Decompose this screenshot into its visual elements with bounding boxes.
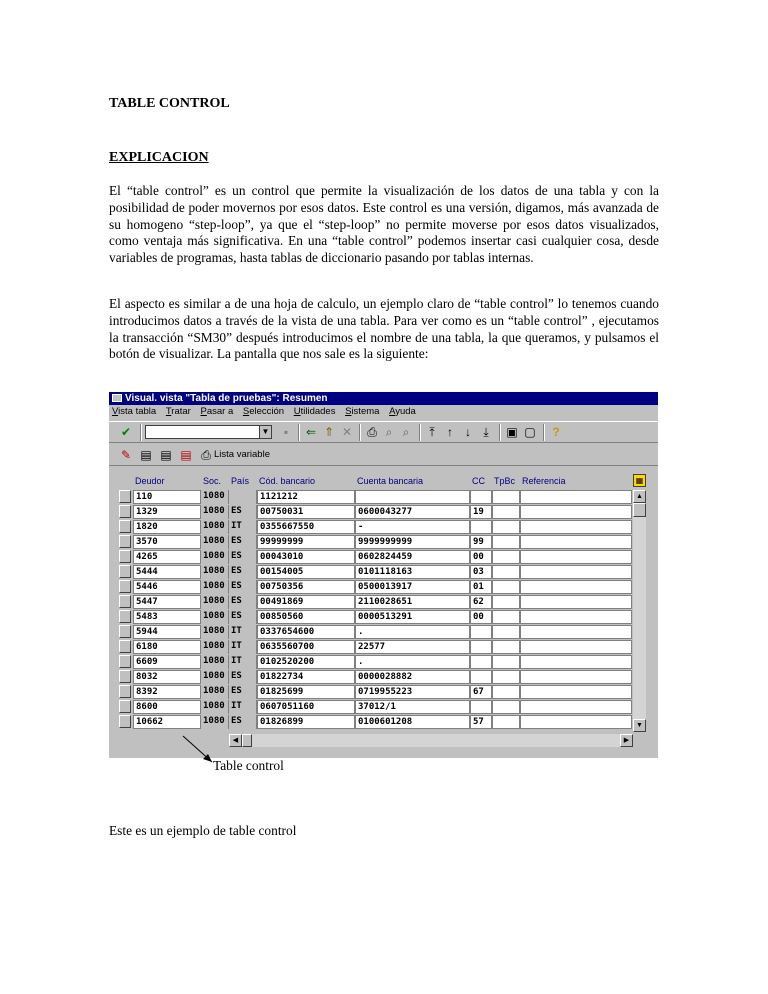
menu-ayuda[interactable]: Ayuda [389, 406, 416, 417]
row-select-box[interactable] [119, 610, 131, 623]
exit-icon[interactable]: ⇑ [323, 425, 335, 439]
cell-cc[interactable]: 01 [470, 580, 492, 594]
cell-referencia[interactable] [520, 565, 632, 579]
toolbar-separator [419, 424, 421, 441]
cell-deudor[interactable]: 5447 [133, 595, 201, 609]
cell-referencia[interactable] [520, 715, 632, 729]
cell-cuenta-bancaria[interactable]: 0600043277 [355, 505, 470, 519]
cell-cuenta-bancaria[interactable]: 0000513291 [355, 610, 470, 624]
cell-pais: IT [229, 520, 257, 534]
cell-cod-bancario[interactable]: 99999999 [257, 535, 355, 549]
paragraph-intro: El “table control” es un control que permite la visualización de los datos de una tabla y con la posibilidad de poder movernos por esos datos. Este control es una versión, digamos, más avanzada de su homogeno “step-loop”, ya que el “step-loop” no permite moverse por esos datos visualizados, como ventaja más significativa. En una “table control” podemos insertar casi cualquier cosa, desde variables de programas, hasta tablas de diccionario pasando por tablas internas. [109, 183, 659, 266]
row-select-box[interactable] [119, 685, 131, 698]
cell-referencia[interactable] [520, 685, 632, 699]
cell-deudor[interactable]: 5446 [133, 580, 201, 594]
toolbar-separator [359, 424, 361, 441]
cell-soc: 1080 [201, 550, 229, 564]
cell-soc: 1080 [201, 505, 229, 519]
row-select-box[interactable] [119, 595, 131, 608]
cell-cod-bancario[interactable]: 01822734 [257, 670, 355, 684]
toolbar-separator [499, 424, 501, 441]
cell-soc: 1080 [201, 655, 229, 669]
scroll-up-icon[interactable]: ▲ [633, 490, 646, 503]
chevron-down-icon[interactable]: ▼ [259, 425, 272, 439]
cell-referencia[interactable] [520, 610, 632, 624]
cell-pais: ES [229, 685, 257, 699]
standard-toolbar [109, 421, 658, 443]
cell-cc[interactable] [470, 640, 492, 654]
menu-sistema[interactable]: Sistema [345, 406, 380, 417]
row-select-box[interactable] [119, 655, 131, 668]
menu-vista-tabla[interactable]: Vista tabla [112, 406, 157, 417]
row-select-box[interactable] [119, 715, 131, 728]
column-header-soc[interactable]: Soc. [203, 476, 222, 486]
cell-tpbc[interactable] [492, 685, 520, 699]
cell-cuenta-bancaria[interactable]: 9999999999 [355, 535, 470, 549]
cell-pais: IT [229, 700, 257, 714]
cell-cc[interactable]: 67 [470, 685, 492, 699]
cell-tpbc[interactable] [492, 655, 520, 669]
cell-deudor[interactable]: 3570 [133, 535, 201, 549]
select-all-icon[interactable]: ▤ [140, 448, 152, 462]
cell-tpbc[interactable] [492, 580, 520, 594]
cell-pais: ES [229, 580, 257, 594]
menu-utilidades[interactable]: Utilidades [293, 406, 336, 417]
cell-tpbc[interactable] [492, 700, 520, 714]
cell-referencia[interactable] [520, 505, 632, 519]
toolbar-separator [298, 424, 300, 441]
cell-referencia[interactable] [520, 625, 632, 639]
cell-cuenta-bancaria[interactable]: 0719955223 [355, 685, 470, 699]
table-control [119, 474, 649, 747]
cell-soc: 1080 [201, 580, 229, 594]
column-header-cc[interactable]: CC [472, 476, 485, 486]
print-icon[interactable]: ⎙ [201, 448, 211, 462]
cell-cuenta-bancaria[interactable]: . [355, 655, 470, 669]
lista-variable-button[interactable]: Lista variable [214, 449, 270, 460]
cell-cuenta-bancaria[interactable] [355, 490, 470, 504]
cell-referencia[interactable] [520, 490, 632, 504]
cell-cod-bancario[interactable]: 00750356 [257, 580, 355, 594]
row-select-box[interactable] [119, 565, 131, 578]
next-page-icon[interactable]: ↓ [465, 425, 471, 439]
row-select-box[interactable] [119, 700, 131, 713]
sap-screenshot [109, 392, 658, 758]
cell-tpbc[interactable] [492, 490, 520, 504]
menu-seleccion[interactable]: Selección [242, 406, 285, 417]
cell-cuenta-bancaria[interactable]: 0602824459 [355, 550, 470, 564]
cell-tpbc[interactable] [492, 565, 520, 579]
deselect-all-icon[interactable]: ▤ [180, 448, 192, 462]
cell-pais: ES [229, 535, 257, 549]
cell-pais: IT [229, 640, 257, 654]
cell-referencia[interactable] [520, 535, 632, 549]
cell-pais: ES [229, 550, 257, 564]
row-select-box[interactable] [119, 550, 131, 563]
cell-soc: 1080 [201, 610, 229, 624]
column-header-pais[interactable]: País [231, 476, 250, 486]
cell-referencia[interactable] [520, 595, 632, 609]
cell-deudor[interactable]: 8392 [133, 685, 201, 699]
previous-page-icon[interactable]: ↑ [447, 425, 453, 439]
cell-deudor[interactable]: 6180 [133, 640, 201, 654]
column-header-referencia[interactable]: Referencia [522, 476, 566, 486]
document-title: TABLE CONTROL [109, 96, 230, 111]
cancel-icon[interactable]: ✕ [341, 425, 353, 439]
paragraph-aspect: El aspecto es similar a de una hoja de calculo, un ejemplo claro de “table control” lo tenemos cuando introducimos datos a través de la vista de una tabla. Para ver como es un “table control” , ejecutamos la transacción “SM30” después introducimos el nombre de una tabla, la que queramos, y pulsamos el botón de visualizar. La pantalla que nos sale es la siguiente: [109, 296, 659, 362]
command-field[interactable] [145, 425, 261, 439]
cell-soc: 1080 [201, 565, 229, 579]
cell-deudor[interactable]: 8032 [133, 670, 201, 684]
cell-pais: IT [229, 655, 257, 669]
cell-cod-bancario[interactable]: 0337654600 [257, 625, 355, 639]
menu-tratar[interactable]: Tratar [165, 406, 191, 417]
cell-cod-bancario[interactable]: 00750031 [257, 505, 355, 519]
cell-cuenta-bancaria[interactable]: - [355, 520, 470, 534]
save-icon[interactable]: ▪ [283, 425, 289, 439]
new-session-icon[interactable]: ▣ [506, 425, 518, 439]
row-select-box[interactable] [119, 535, 131, 548]
cell-tpbc[interactable] [492, 625, 520, 639]
cell-referencia[interactable] [520, 700, 632, 714]
cell-cc[interactable] [470, 520, 492, 534]
row-select-box[interactable] [119, 625, 131, 638]
window-icon [112, 394, 122, 402]
cell-soc: 1080 [201, 520, 229, 534]
cell-deudor[interactable]: 5444 [133, 565, 201, 579]
cell-deudor[interactable]: 110 [133, 490, 201, 504]
cell-deudor[interactable]: 5944 [133, 625, 201, 639]
cell-pais [229, 490, 257, 504]
cell-tpbc[interactable] [492, 550, 520, 564]
cell-cod-bancario[interactable]: 0635560700 [257, 640, 355, 654]
find-next-icon[interactable]: ⌕ [402, 425, 410, 439]
cell-soc: 1080 [201, 625, 229, 639]
first-page-icon[interactable]: ⤒ [429, 425, 435, 439]
cell-cc[interactable]: 03 [470, 565, 492, 579]
cell-deudor[interactable]: 5483 [133, 610, 201, 624]
column-header-deudor[interactable]: Deudor [135, 476, 165, 486]
horizontal-scrollbar[interactable] [229, 734, 633, 747]
cell-soc: 1080 [201, 490, 229, 504]
shortcut-icon[interactable]: ▢ [524, 425, 536, 439]
cell-cuenta-bancaria[interactable]: . [355, 625, 470, 639]
cell-pais: IT [229, 625, 257, 639]
cell-pais: ES [229, 715, 257, 729]
cell-cod-bancario[interactable]: 00850560 [257, 610, 355, 624]
table-control-callout: Table control [213, 758, 284, 773]
toolbar-separator [543, 424, 545, 441]
cell-cod-bancario[interactable]: 0355667550 [257, 520, 355, 534]
cell-soc: 1080 [201, 535, 229, 549]
toolbar-separator [140, 424, 142, 441]
horizontal-scroll-thumb[interactable] [242, 734, 252, 747]
cell-referencia[interactable] [520, 520, 632, 534]
scroll-thumb[interactable] [633, 503, 646, 517]
cell-referencia[interactable] [520, 670, 632, 684]
cell-cc[interactable] [470, 655, 492, 669]
check-icon[interactable]: ✔ [120, 425, 132, 439]
cell-cc[interactable] [470, 490, 492, 504]
scroll-left-icon[interactable]: ◀ [229, 734, 242, 747]
cell-cod-bancario[interactable]: 00154005 [257, 565, 355, 579]
cell-referencia[interactable] [520, 655, 632, 669]
find-icon[interactable]: ⌕ [385, 425, 393, 439]
cell-cc[interactable]: 99 [470, 535, 492, 549]
cell-referencia[interactable] [520, 580, 632, 594]
cell-cuenta-bancaria[interactable]: 37012/1 [355, 700, 470, 714]
cell-cuenta-bancaria[interactable]: 0100601208 [355, 715, 470, 729]
cell-soc: 1080 [201, 685, 229, 699]
column-header-tpbc[interactable]: TpBc [494, 476, 516, 486]
cell-cuenta-bancaria[interactable]: 22577 [355, 640, 470, 654]
menu-pasar-a[interactable]: Pasar a [200, 406, 234, 417]
cell-cod-bancario[interactable]: 0607051160 [257, 700, 355, 714]
cell-deudor[interactable]: 10662 [133, 715, 201, 729]
cell-pais: ES [229, 670, 257, 684]
cell-cod-bancario[interactable]: 0102520200 [257, 655, 355, 669]
cell-cc[interactable]: 62 [470, 595, 492, 609]
row-select-box[interactable] [119, 490, 131, 503]
table-settings-icon[interactable]: ▦ [633, 474, 646, 487]
cell-tpbc[interactable] [492, 595, 520, 609]
print-icon[interactable]: ⎙ [367, 425, 377, 439]
cell-cod-bancario[interactable]: 01826899 [257, 715, 355, 729]
cell-soc: 1080 [201, 640, 229, 654]
cell-cuenta-bancaria[interactable]: 0500013917 [355, 580, 470, 594]
cell-tpbc[interactable] [492, 640, 520, 654]
column-header-cod-bancario[interactable]: Cód. bancario [259, 476, 316, 486]
cell-deudor[interactable]: 8600 [133, 700, 201, 714]
row-select-box[interactable] [119, 520, 131, 533]
cell-tpbc[interactable] [492, 505, 520, 519]
row-select-box[interactable] [119, 670, 131, 683]
sap-window-title: Visual. vista "Tabla de pruebas": Resumen [125, 393, 328, 404]
cell-cod-bancario[interactable]: 1121212 [257, 490, 355, 504]
scroll-right-icon[interactable]: ▶ [620, 734, 633, 747]
cell-cc[interactable]: 00 [470, 610, 492, 624]
column-header-cuenta-bancaria[interactable]: Cuenta bancaria [357, 476, 424, 486]
section-heading: EXPLICACION [109, 150, 209, 165]
cell-soc: 1080 [201, 670, 229, 684]
vertical-scrollbar[interactable] [633, 490, 646, 732]
cell-soc: 1080 [201, 595, 229, 609]
cell-tpbc[interactable] [492, 715, 520, 729]
back-icon[interactable]: ⇐ [305, 425, 317, 439]
cell-cc[interactable] [470, 625, 492, 639]
cell-cc[interactable] [470, 670, 492, 684]
cell-deudor[interactable]: 1329 [133, 505, 201, 519]
help-icon[interactable]: ? [552, 425, 560, 439]
cell-cc[interactable]: 19 [470, 505, 492, 519]
cell-tpbc[interactable] [492, 535, 520, 549]
cell-tpbc[interactable] [492, 610, 520, 624]
cell-cuenta-bancaria[interactable]: 2110028651 [355, 595, 470, 609]
cell-pais: ES [229, 505, 257, 519]
row-select-box[interactable] [119, 505, 131, 518]
cell-cc[interactable]: 00 [470, 550, 492, 564]
cell-pais: ES [229, 565, 257, 579]
cell-cod-bancario[interactable]: 00043010 [257, 550, 355, 564]
cell-deudor[interactable]: 4265 [133, 550, 201, 564]
cell-soc: 1080 [201, 715, 229, 729]
cell-cc[interactable]: 57 [470, 715, 492, 729]
application-toolbar [109, 444, 658, 466]
cell-referencia[interactable] [520, 550, 632, 564]
cell-cc[interactable] [470, 700, 492, 714]
cell-deudor[interactable]: 6609 [133, 655, 201, 669]
cell-pais: ES [229, 610, 257, 624]
cell-tpbc[interactable] [492, 670, 520, 684]
edit-toggle-icon[interactable]: ✎ [120, 448, 132, 462]
cell-cod-bancario[interactable]: 00491869 [257, 595, 355, 609]
sap-menu-bar [109, 405, 658, 419]
cell-cuenta-bancaria[interactable]: 0000028882 [355, 670, 470, 684]
row-select-box[interactable] [119, 640, 131, 653]
cell-soc: 1080 [201, 700, 229, 714]
row-select-box[interactable] [119, 580, 131, 593]
sap-title-bar [109, 392, 658, 405]
scroll-down-icon[interactable]: ▼ [633, 719, 646, 732]
cell-tpbc[interactable] [492, 520, 520, 534]
cell-deudor[interactable]: 1820 [133, 520, 201, 534]
closing-caption: Este es un ejemplo de table control [109, 823, 297, 838]
select-block-icon[interactable]: ▤ [160, 448, 172, 462]
cell-pais: ES [229, 595, 257, 609]
cell-referencia[interactable] [520, 640, 632, 654]
cell-cod-bancario[interactable]: 01825699 [257, 685, 355, 699]
cell-cuenta-bancaria[interactable]: 0101118163 [355, 565, 470, 579]
last-page-icon[interactable]: ⤓ [483, 425, 489, 439]
